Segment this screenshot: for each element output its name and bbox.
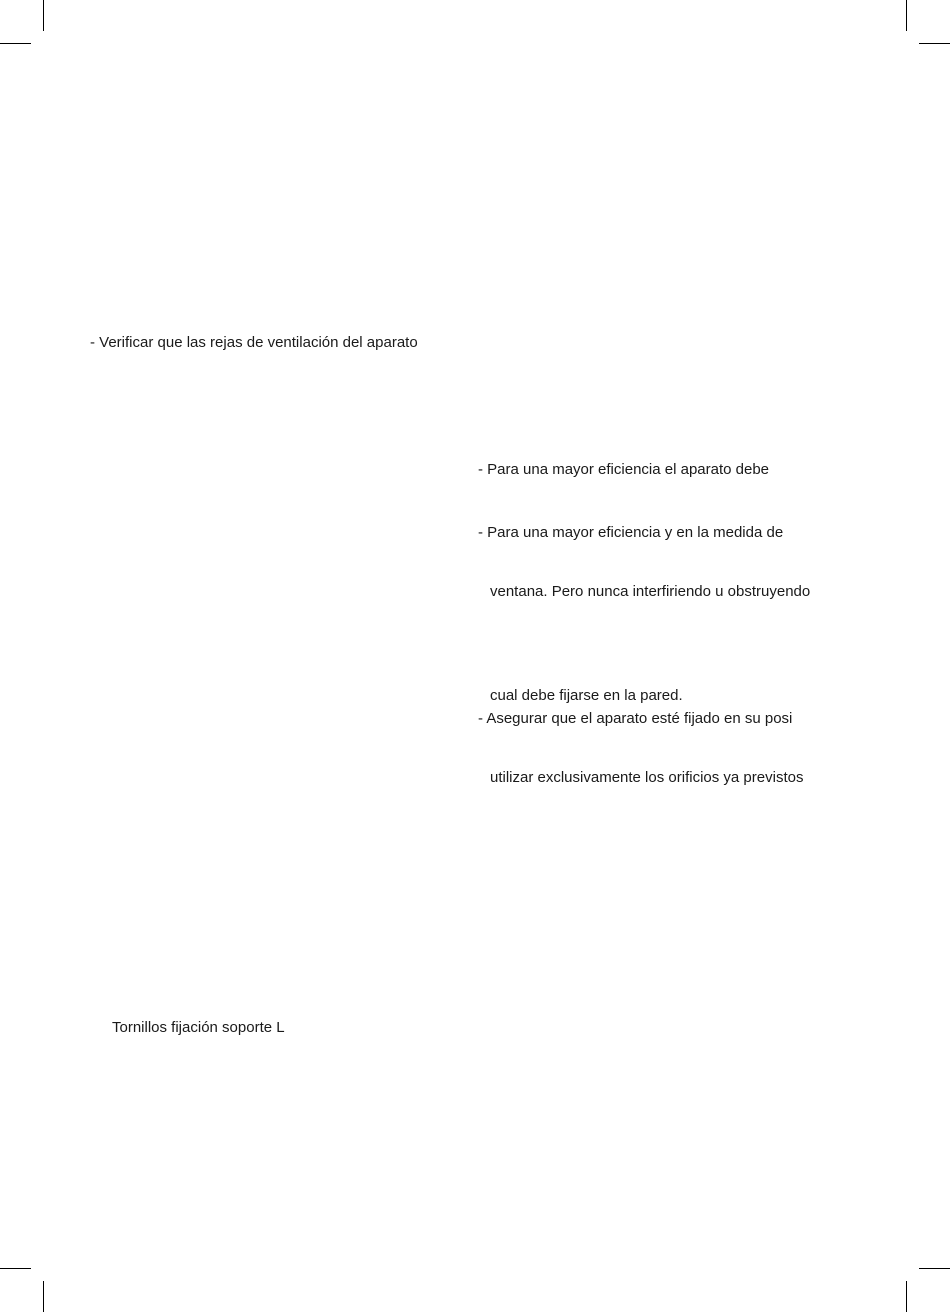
crop-mark-bottom-left-horizontal (0, 1268, 31, 1269)
crop-mark-top-left-vertical (43, 0, 44, 31)
wall-fix-text: cual debe fijarse en la pared. (490, 687, 683, 704)
crop-mark-bottom-left-vertical (43, 1281, 44, 1312)
efficiency-measure-text: - Para una mayor eficiencia y en la medida de (478, 524, 784, 541)
verify-vents-text: - Verificar que las rejas de ventilación del aparato (90, 334, 418, 351)
efficiency-text: - Para una mayor eficiencia el aparato debe (478, 461, 770, 478)
crop-mark-top-left-horizontal (0, 43, 31, 44)
window-text: ventana. Pero nunca interfiriendo u obstruyendo (490, 583, 811, 600)
crop-mark-top-right-horizontal (919, 43, 950, 44)
screws-label: Tornillos fijación soporte L (112, 1019, 285, 1036)
crop-mark-top-right-vertical (906, 0, 907, 31)
secure-position-text: - Asegurar que el aparato esté fijado en su posi (478, 710, 793, 727)
crop-mark-bottom-right-vertical (906, 1281, 907, 1312)
crop-mark-bottom-right-horizontal (919, 1268, 950, 1269)
holes-text: utilizar exclusivamente los orificios ya previstos (490, 769, 804, 786)
